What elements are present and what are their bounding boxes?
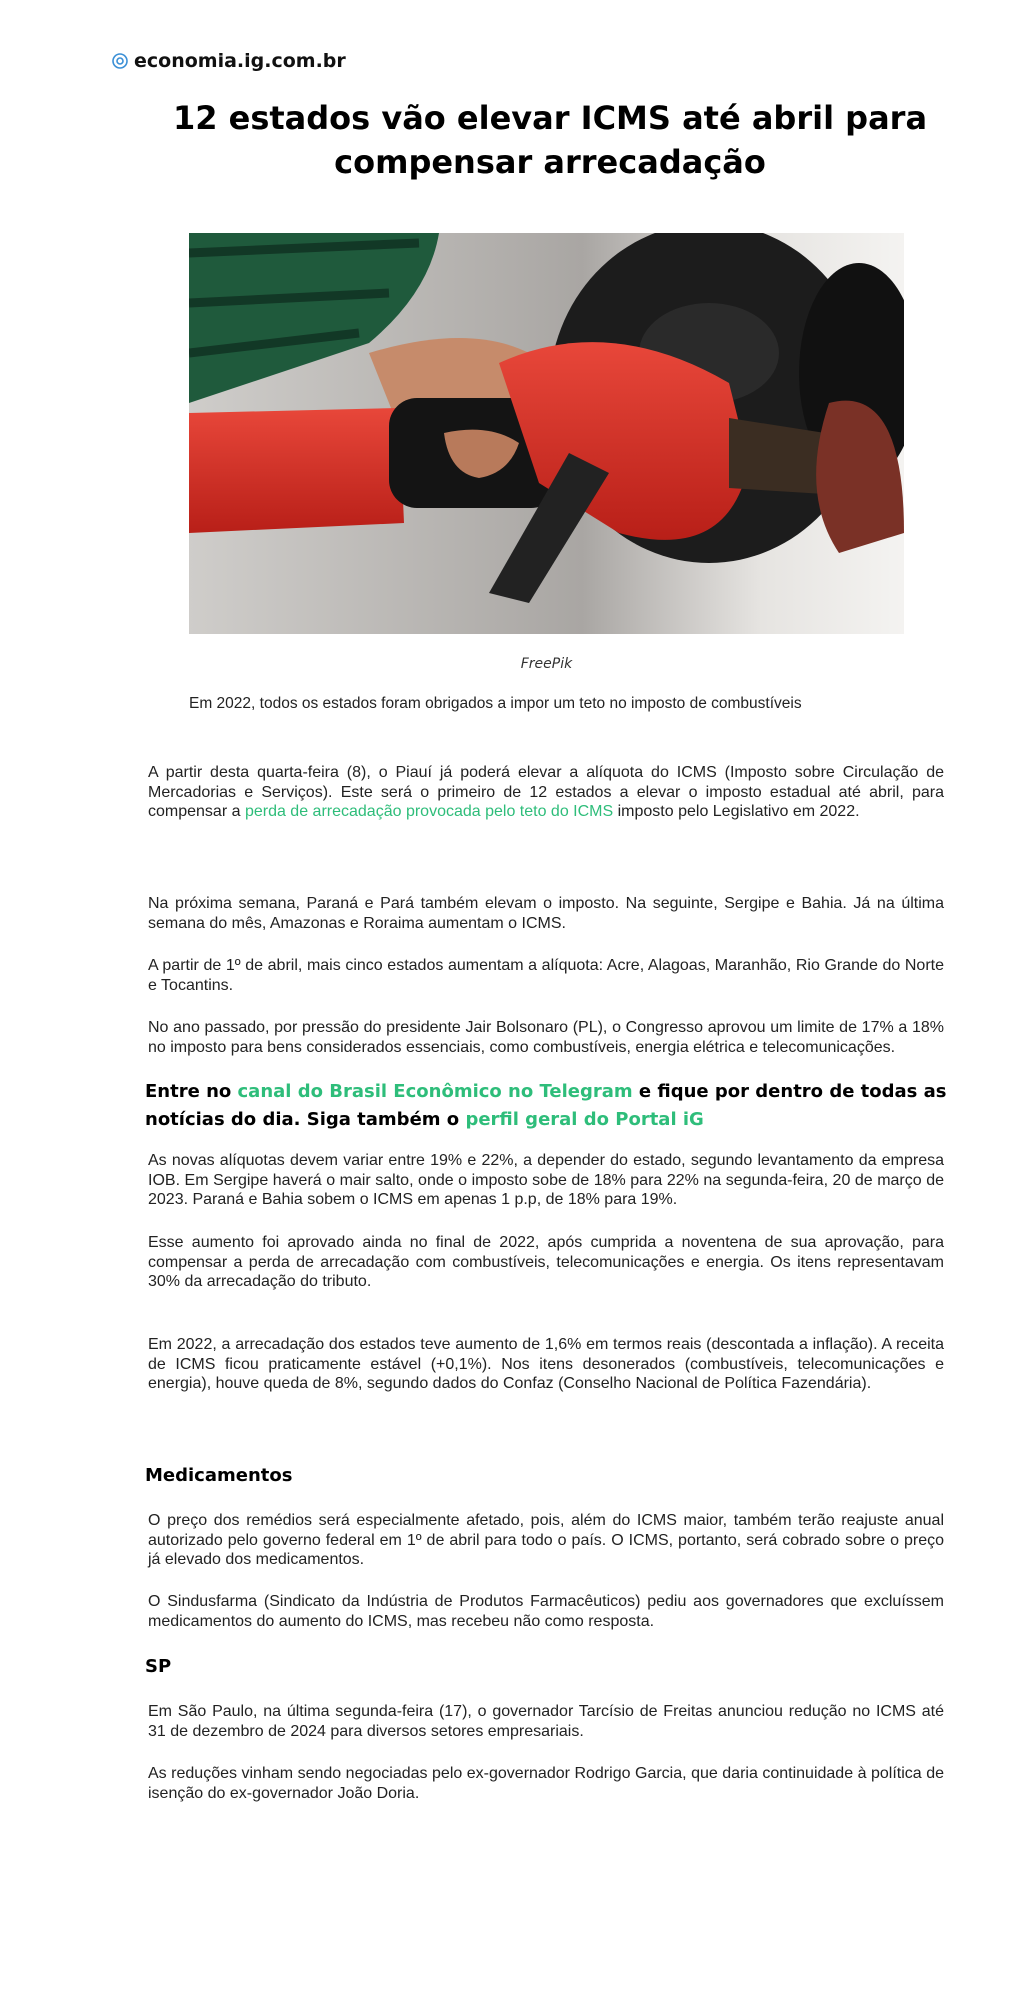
site-domain: economia.ig.com.br <box>134 50 346 72</box>
image-caption: Em 2022, todos os estados foram obrigados a impor um teto no imposto de combustíveis <box>189 695 802 712</box>
link-telegram-channel[interactable]: canal do Brasil Econômico no Telegram <box>237 1081 633 1102</box>
paragraph-4: No ano passado, por pressão do presidente Jair Bolsonaro (PL), o Congresso aprovou um limite de 17% a 18% no imposto para bens considerados essenciais, como combustíveis, energia elétrica e telecomunicações. <box>148 1019 944 1056</box>
paragraph-6: Esse aumento foi aprovado ainda no final de 2022, após cumprida a noventena de sua aprovação, para compensar a perda de arrecadação com combustíveis, telecomunicações e energia. Os itens representavam 30% da arrecadação do tributo. <box>148 1234 944 1290</box>
image-credit: FreePik <box>520 656 573 672</box>
paragraph-8: O preço dos remédios será especialmente afetado, pois, além do ICMS maior, também terão reajuste anual autorizado pelo governo federal em 1º de abril para todo o país. O ICMS, portanto, será cobrado sobre o preço já elevado dos medicamentos. <box>148 1512 944 1568</box>
section-heading-sp: SP <box>145 1656 172 1677</box>
telegram-cta: Entre no canal do Brasil Econômico no Telegram e fique por dentro de todas as notícias do dia. Siga também o perfil geral do Portal iG <box>145 1081 947 1130</box>
paragraph-7: Em 2022, a arrecadação dos estados teve aumento de 1,6% em termos reais (descontada a inflação). A receita de ICMS ficou praticamente estável (+0,1%). Nos itens desonerados (combustíveis, telecomunicações e energia), houve queda de 8%, segundo dados do Confaz (Conselho Nacional de Política Fazendária). <box>148 1336 944 1392</box>
ig-logo-icon <box>112 53 128 69</box>
fuel-nozzle-illustration <box>189 233 904 634</box>
paragraph-1: A partir desta quarta-feira (8), o Piauí já poderá elevar a alíquota do ICMS (Imposto sobre Circulação de Mercadorias e Serviços). Este será o primeiro de 12 estados a elevar o imposto estadual até abril, para compensar a perda de arrecadação provocada pelo teto do ICMS imposto pelo Legislativo em 2022. <box>148 764 944 820</box>
article-photo <box>189 233 904 634</box>
paragraph-3: A partir de 1º de abril, mais cinco estados aumentam a alíquota: Acre, Alagoas, Maranhão, Rio Grande do Norte e Tocantins. <box>148 957 944 994</box>
link-perda-arrecadacao[interactable]: perda de arrecadação provocada pelo teto do ICMS <box>244 803 614 820</box>
paragraph-9: O Sindusfarma (Sindicato da Indústria de Produtos Farmacêuticos) pediu aos governadores que excluíssem medicamentos do aumento do ICMS, mas recebeu não como resposta. <box>148 1593 944 1630</box>
link-portal-ig-profile[interactable]: perfil geral do Portal iG <box>465 1109 704 1130</box>
paragraph-2: Na próxima semana, Paraná e Pará também elevam o imposto. Na seguinte, Sergipe e Bahia. Já na última semana do mês, Amazonas e Roraima aumentam o ICMS. <box>148 895 944 932</box>
section-heading-medicamentos: Medicamentos <box>145 1465 293 1486</box>
paragraph-11: As reduções vinham sendo negociadas pelo ex-governador Rodrigo Garcia, que daria continuidade à política de isenção do ex-governador João Doria. <box>148 1765 944 1802</box>
paragraph-5: As novas alíquotas devem variar entre 19% e 22%, a depender do estado, segundo levantamento da empresa IOB. Em Sergipe haverá o mair salto, onde o imposto sobe de 18% para 22% na segunda-feira, 20 de março de 2023. Paraná e Bahia sobem o ICMS em apenas 1 p.p, de 18% para 19%. <box>148 1152 944 1208</box>
article-title: 12 estados vão elevar ICMS até abril para compensar arrecadação <box>172 99 928 181</box>
site-link[interactable] <box>112 50 346 72</box>
paragraph-10: Em São Paulo, na última segunda-feira (17), o governador Tarcísio de Freitas anunciou redução no ICMS até 31 de dezembro de 2024 para diversos setores empresariais. <box>148 1703 944 1740</box>
